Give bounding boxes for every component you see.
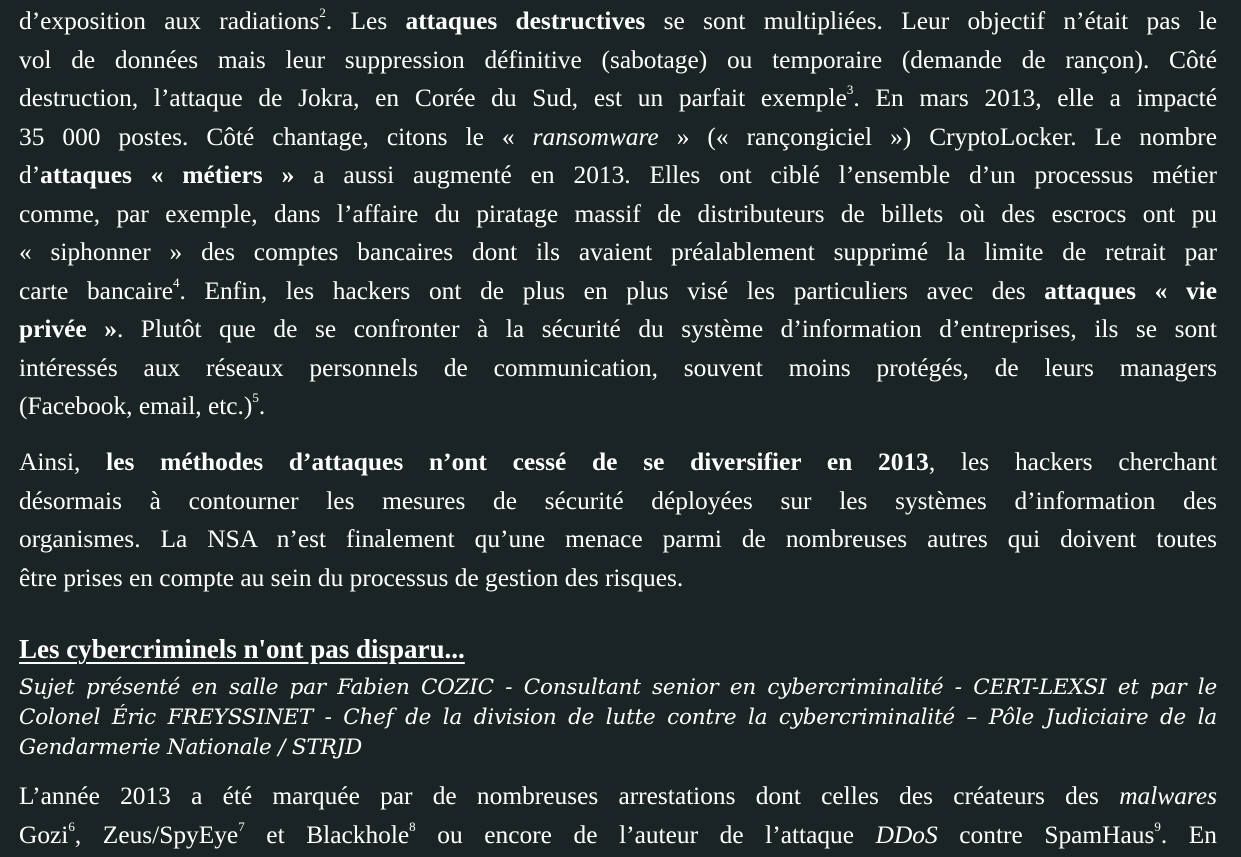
text-run: Gozi <box>19 820 69 849</box>
text-line <box>19 2 1217 41</box>
text-run: ou encore de l’auteur de l’attaque <box>415 820 876 849</box>
footnote-ref: 4 <box>172 274 180 290</box>
text-run: . En <box>1160 820 1217 849</box>
bold-term: attaques destructives <box>405 7 646 35</box>
text-run: . Enfin, les hackers ont de plus en plus visé les particuliers avec des <box>179 276 1045 305</box>
text-run: a aussi augmenté en 2013. Elles ont ciblé l’ensemble d’un processus métier <box>294 161 1217 189</box>
text-line <box>19 118 1217 157</box>
text-run: 35 000 postes. Côté chantage, citons le « <box>19 122 533 151</box>
paragraph-arrests <box>19 777 1217 854</box>
text-line <box>19 777 1217 816</box>
text-run: et Blackhole <box>244 820 410 849</box>
italic-term: ransomware <box>532 122 659 151</box>
text-line: désormais à contourner les mesures de sécurité déployées sur les systèmes d’information des <box>19 486 1217 515</box>
section-header <box>19 632 1217 666</box>
text-run: , les hackers cherchant <box>928 448 1217 476</box>
byline-line: Colonel Éric FREYSSINET - Chef de la division de lutte contre la cybercriminalité – Pôle Judiciaire de la <box>19 705 1217 730</box>
text-line <box>19 272 1217 311</box>
text-run: » (« rançongiciel ») CryptoLocker. Le nombre <box>658 122 1217 151</box>
text-run: Ainsi, <box>19 448 107 476</box>
byline-line: Gendarmerie Nationale / STRJD <box>19 735 363 760</box>
section-title: Les cybercriminels n'ont pas disparu... <box>19 634 465 664</box>
text-line: être prises en compte au sein du processus de gestion des risques. <box>19 563 684 592</box>
text-run: se sont multipliées. Leur objectif n’était pas le <box>645 7 1217 35</box>
section-byline <box>19 673 1217 763</box>
footnote-ref: 7 <box>238 818 245 834</box>
text-run: . En mars 2013, elle a impacté <box>853 84 1218 112</box>
text-run: . <box>258 392 266 420</box>
footnote-ref: 5 <box>252 390 259 405</box>
bold-term: les méthodes d’attaques n’ont cessé de se diversifier en 2013 <box>106 448 929 476</box>
text-run: d’exposition aux radiations <box>19 7 320 35</box>
bold-term: attaques « vie <box>1044 276 1217 305</box>
bold-term: privée » <box>19 315 117 343</box>
footnote-ref: 2 <box>319 5 326 20</box>
text-run: carte bancaire <box>19 276 173 305</box>
text-line <box>19 443 1217 482</box>
text-run: . Les <box>325 7 406 35</box>
text-run: , Zeus/SpyEye <box>74 820 239 849</box>
text-run: L’année 2013 a été marquée par de nombreuses arrestations dont celles des créateurs des <box>19 782 1120 810</box>
text-line <box>19 387 1217 426</box>
footnote-ref: 6 <box>68 818 75 834</box>
text-run: destruction, l’attaque de Jokra, en Corée du Sud, est un parfait exemple <box>19 84 847 112</box>
bold-term: attaques « métiers » <box>40 161 295 189</box>
paragraph-diversification <box>19 443 1217 597</box>
text-run: . Plutôt que de se confronter à la sécurité du système d’information d’entreprises, ils se sont <box>116 315 1217 343</box>
text-line <box>19 310 1217 349</box>
italic-term: DDoS <box>875 820 938 849</box>
text-line: organismes. La NSA n’est finalement qu’une menace parmi de nombreuses autres qui doivent toutes <box>19 525 1217 553</box>
text-run: (Facebook, email, etc.) <box>19 392 253 420</box>
text-line: vol de données mais leur suppression définitive (sabotage) ou temporaire (demande de rançon). Côté <box>19 45 1217 74</box>
text-line <box>19 79 1217 118</box>
text-run: contre SpamHaus <box>937 820 1155 849</box>
text-line: intéressés aux réseaux personnels de communication, souvent moins protégés, de leurs managers <box>19 353 1217 382</box>
text-line <box>19 816 1217 855</box>
byline-line: Sujet présenté en salle par Fabien COZIC - Consultant senior en cybercriminalité - CERT-LEXSI et par le <box>19 675 1217 700</box>
text-line: comme, par exemple, dans l’affaire du piratage massif de distributeurs de billets où des escrocs ont pu <box>19 199 1217 228</box>
footnote-ref: 8 <box>409 818 416 834</box>
footnote-ref: 9 <box>1154 818 1161 834</box>
footnote-ref: 3 <box>846 82 854 97</box>
italic-term: malwares <box>1119 782 1217 810</box>
text-line: « siphonner » des comptes bancaires dont ils avaient préalablement supprimé la limite de retrait par <box>19 238 1217 266</box>
paragraph-attack-types <box>19 2 1217 426</box>
text-line <box>19 156 1217 195</box>
text-run: d’ <box>19 161 41 189</box>
